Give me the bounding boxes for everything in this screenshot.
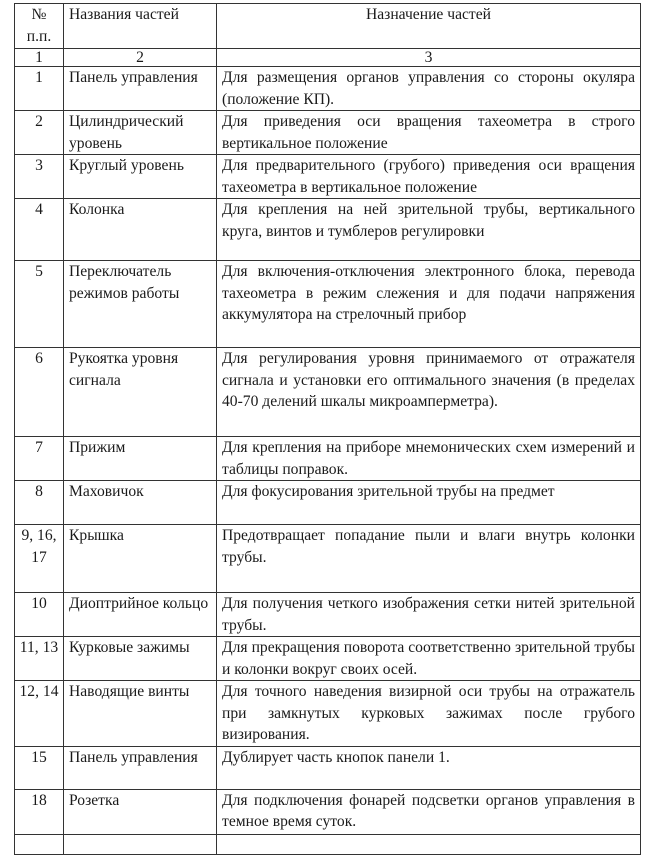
empty-cell [64, 834, 217, 854]
header-num: № п.п. [15, 4, 64, 49]
part-name: Маховичок [64, 481, 217, 525]
empty-row [15, 834, 641, 854]
part-name: Курковые зажимы [64, 637, 217, 681]
part-name: Колонка [64, 199, 217, 261]
table-row [15, 348, 641, 437]
column-number: 3 [217, 49, 641, 67]
part-name: Панель управления [64, 746, 217, 789]
column-numbering-row [15, 49, 641, 67]
table-row [15, 637, 641, 681]
part-purpose: Для крепления на приборе мнемонических схем измерений и таблицы поправок. [217, 437, 641, 481]
part-purpose: Дублирует часть кнопок панели 1. [217, 746, 641, 789]
part-name: Крышка [64, 525, 217, 593]
part-purpose: Для подключения фонарей подсветки органов управления в темное время суток. [217, 789, 641, 834]
table-row [15, 746, 641, 789]
part-number: 18 [15, 789, 64, 834]
table-row [15, 261, 641, 348]
part-number: 4 [15, 199, 64, 261]
part-purpose: Для прекращения поворота соответственно зрительной трубы и колонки вокруг своих осей. [217, 637, 641, 681]
part-name: Диоптрийное кольцо [64, 593, 217, 637]
part-name: Переключатель режимов работы [64, 261, 217, 348]
table-row [15, 525, 641, 593]
empty-cell [217, 834, 641, 854]
part-purpose: Предотвращает попадание пыли и влаги внутрь колонки трубы. [217, 525, 641, 593]
part-purpose: Для приведения оси вращения тахеометра в строго вертикальное положение [217, 111, 641, 155]
part-purpose: Для фокусирования зрительной трубы на предмет [217, 481, 641, 525]
part-number: 8 [15, 481, 64, 525]
table-row [15, 437, 641, 481]
table-row [15, 155, 641, 199]
header-name: Названия частей [64, 4, 217, 49]
table-header-row [15, 4, 641, 49]
part-number: 10 [15, 593, 64, 637]
table-row [15, 593, 641, 637]
table-row [15, 67, 641, 111]
part-purpose: Для предварительного (грубого) приведения оси вращения тахеометра в вертикальное положение [217, 155, 641, 199]
table-row [15, 199, 641, 261]
empty-cell [15, 834, 64, 854]
part-name: Круглый уровень [64, 155, 217, 199]
part-number: 1 [15, 67, 64, 111]
part-purpose: Для точного наведения визирной оси трубы на отражатель при замкнутых курковых зажимах после грубого визирования. [217, 681, 641, 747]
part-number: 7 [15, 437, 64, 481]
part-name: Цилиндрический уровень [64, 111, 217, 155]
part-number: 15 [15, 746, 64, 789]
part-name: Прижим [64, 437, 217, 481]
column-number: 1 [15, 49, 64, 67]
part-number: 12, 14 [15, 681, 64, 747]
part-number: 9, 16, 17 [15, 525, 64, 593]
part-name: Наводящие винты [64, 681, 217, 747]
table-row [15, 111, 641, 155]
table-row [15, 481, 641, 525]
table-row [15, 789, 641, 834]
header-purpose: Назначение частей [217, 4, 641, 49]
table-row [15, 681, 641, 747]
part-name: Рукоятка уровня сигнала [64, 348, 217, 437]
part-purpose: Для крепления на ней зрительной трубы, вертикального круга, винтов и тумблеров регулировки [217, 199, 641, 261]
part-number: 2 [15, 111, 64, 155]
parts-table [14, 3, 641, 855]
part-number: 5 [15, 261, 64, 348]
part-number: 6 [15, 348, 64, 437]
part-purpose: Для размещения органов управления со стороны окуляра (положение КП). [217, 67, 641, 111]
part-purpose: Для регулирования уровня принимаемого от отражателя сигнала и установки его оптимального значения (в пределах 40-70 делений шкалы микроамперметра). [217, 348, 641, 437]
part-number: 11, 13 [15, 637, 64, 681]
part-purpose: Для получения четкого изображения сетки нитей зрительной трубы. [217, 593, 641, 637]
part-name: Розетка [64, 789, 217, 834]
part-name: Панель управления [64, 67, 217, 111]
column-number: 2 [64, 49, 217, 67]
part-number: 3 [15, 155, 64, 199]
part-purpose: Для включения-отключения электронного блока, перевода тахеометра в режим слежения и для подачи напряжения аккумулятора на стрелочный прибор [217, 261, 641, 348]
